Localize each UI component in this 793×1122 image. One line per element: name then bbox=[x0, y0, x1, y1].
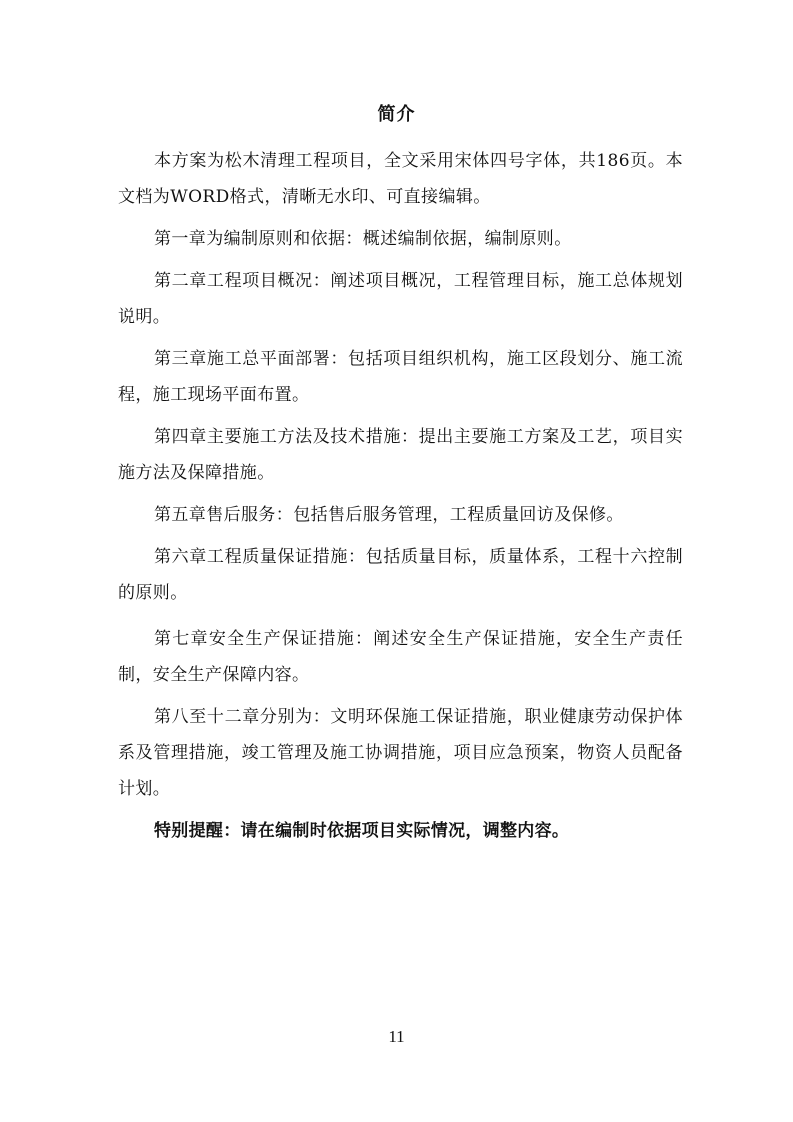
paragraph-chapter-6: 第六章工程质量保证措施：包括质量目标，质量体系，工程十六控制的原则。 bbox=[118, 547, 683, 603]
page-number: 11 bbox=[388, 1027, 405, 1046]
paragraph-chapter-8-12: 第八至十二章分别为：文明环保施工保证措施，职业健康劳动保护体系及管理措施，竣工管理及施工协调措施，项目应急预案，物资人员配备计划。 bbox=[118, 707, 683, 799]
paragraph-chapter-7: 第七章安全生产保证措施：阐述安全生产保证措施，安全生产责任制，安全生产保障内容。 bbox=[118, 629, 683, 685]
page-title: 简介 bbox=[377, 104, 416, 125]
paragraph-chapter-2: 第二章工程项目概况：阐述项目概况，工程管理目标，施工总体规划说明。 bbox=[118, 271, 683, 327]
paragraph-chapter-5: 第五章售后服务：包括售后服务管理，工程质量回访及保修。 bbox=[154, 505, 624, 525]
special-reminder: 特别提醒：请在编制时依据项目实际情况，调整内容。 bbox=[154, 821, 570, 841]
paragraph-intro: 本方案为松木清理工程项目，全文采用宋体四号字体，共186页。本文档为WORD格式，清晰无水印、可直接编辑。 bbox=[118, 151, 683, 207]
paragraph-chapter-4: 第四章主要施工方法及技术措施：提出主要施工方案及工艺，项目实施方法及保障措施。 bbox=[118, 427, 683, 483]
document-body bbox=[118, 143, 683, 849]
paragraph-chapter-1: 第一章为编制原则和依据：概述编制依据，编制原则。 bbox=[154, 229, 572, 249]
paragraph-chapter-3: 第三章施工总平面部署：包括项目组织机构，施工区段划分、施工流程，施工现场平面布置。 bbox=[118, 349, 683, 405]
